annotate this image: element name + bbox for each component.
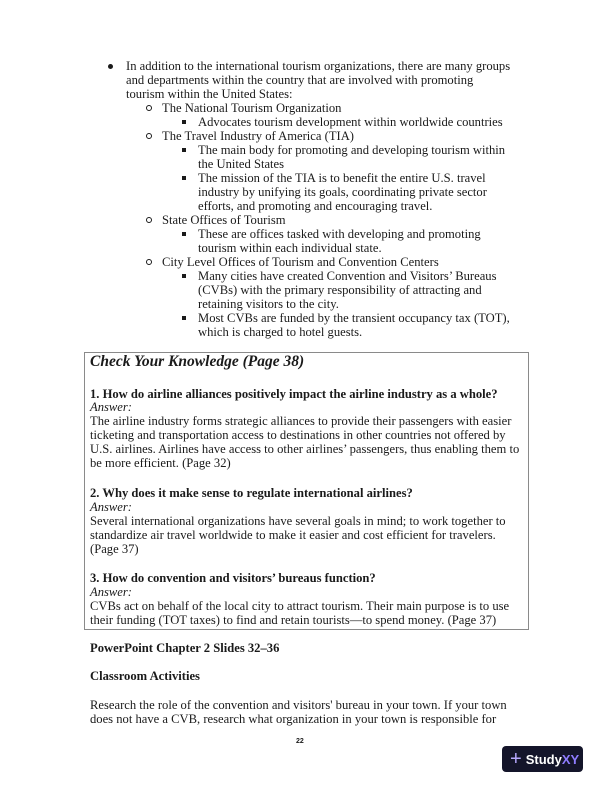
org-point: The mission of the TIA is to benefit the entire U.S. travel <box>198 171 486 185</box>
org-point: The main body for promoting and developing tourism within <box>198 143 506 157</box>
activities-heading: Classroom Activities <box>90 669 200 683</box>
question: 3. How do convention and visitors’ bureaus function? <box>90 571 376 585</box>
powerpoint-heading: PowerPoint Chapter 2 Slides 32–36 <box>90 641 280 655</box>
circle-bullet-icon <box>146 259 152 265</box>
org-point: (CVBs) with the primary responsibility of attracting and <box>198 283 482 297</box>
org-point: Many cities have created Convention and Visitors’ Bureaus <box>198 269 497 283</box>
question: 2. Why does it make sense to regulate international airlines? <box>90 486 413 500</box>
intro-line: and departments within the country that are involved with promoting <box>126 73 474 87</box>
answer-line: be more efficient. (Page 32) <box>90 456 231 470</box>
intro-line: In addition to the international tourism organizations, there are many groups <box>126 59 511 73</box>
answer-line: Several international organizations have several goals in mind; to work together to <box>90 514 506 528</box>
org-title: City Level Offices of Tourism and Convention Centers <box>162 255 439 269</box>
org-point: industry by unifying its goals, coordinating private sector <box>198 185 487 199</box>
org-point: efforts, and promoting and encouraging travel. <box>198 199 433 213</box>
org-point: Advocates tourism development within worldwide countries <box>198 115 503 129</box>
answer-label: Answer: <box>90 500 132 514</box>
square-bullet-icon <box>182 148 186 152</box>
answer-line: (Page 37) <box>90 542 139 556</box>
badge-brand: Study <box>525 751 562 767</box>
org-point: retaining visitors to the city. <box>198 297 339 311</box>
plus-icon: + <box>510 748 522 770</box>
intro-line: tourism within the United States: <box>126 87 293 101</box>
answer-line: CVBs act on behalf of the local city to attract tourism. Their main purpose is to use <box>90 599 510 613</box>
circle-bullet-icon <box>146 133 152 139</box>
activities-line: does not have a CVB, research what organization in your town is responsible for <box>90 712 497 726</box>
activities-line: Research the role of the convention and visitors' bureau in your town. If your town <box>90 698 507 712</box>
answer-line: standardize air travel worldwide to make it easier and cost efficient for travelers. <box>90 528 496 542</box>
answer-label: Answer: <box>90 400 132 414</box>
square-bullet-icon <box>182 274 186 278</box>
answer-line: The airline industry forms strategic alliances to provide their passengers with easier <box>90 414 512 428</box>
org-point: the United States <box>198 157 285 171</box>
square-bullet-icon <box>182 176 186 180</box>
badge-brand-accent: XY <box>561 751 580 767</box>
answer-line: their funding (TOT taxes) to find and retain tourists—to spend money. (Page 37) <box>90 613 497 627</box>
circle-bullet-icon <box>146 217 152 223</box>
square-bullet-icon <box>182 120 186 124</box>
square-bullet-icon <box>182 232 186 236</box>
studyxy-badge[interactable] <box>502 746 583 772</box>
org-title: The National Tourism Organization <box>162 101 342 115</box>
org-point: tourism within each individual state. <box>198 241 382 255</box>
knowledge-title: Check Your Knowledge (Page 38) <box>90 353 305 370</box>
org-point: These are offices tasked with developing and promoting <box>198 227 481 241</box>
square-bullet-icon <box>182 316 186 320</box>
answer-line: U.S. airlines. Airlines have access to other airlines’ passengers, thus enabling them to <box>90 442 520 456</box>
bullet-icon <box>108 64 113 69</box>
org-title: The Travel Industry of America (TIA) <box>162 129 355 143</box>
org-title: State Offices of Tourism <box>162 213 286 227</box>
answer-label: Answer: <box>90 585 132 599</box>
answer-line: ticketing and transportation access to destinations in other countries not offered by <box>90 428 506 442</box>
org-point: Most CVBs are funded by the transient occupancy tax (TOT), <box>198 311 510 325</box>
page-number: 22 <box>296 738 304 745</box>
question: 1. How do airline alliances positively impact the airline industry as a whole? <box>90 387 498 401</box>
org-point: which is charged to hotel guests. <box>198 325 363 339</box>
circle-bullet-icon <box>146 105 152 111</box>
